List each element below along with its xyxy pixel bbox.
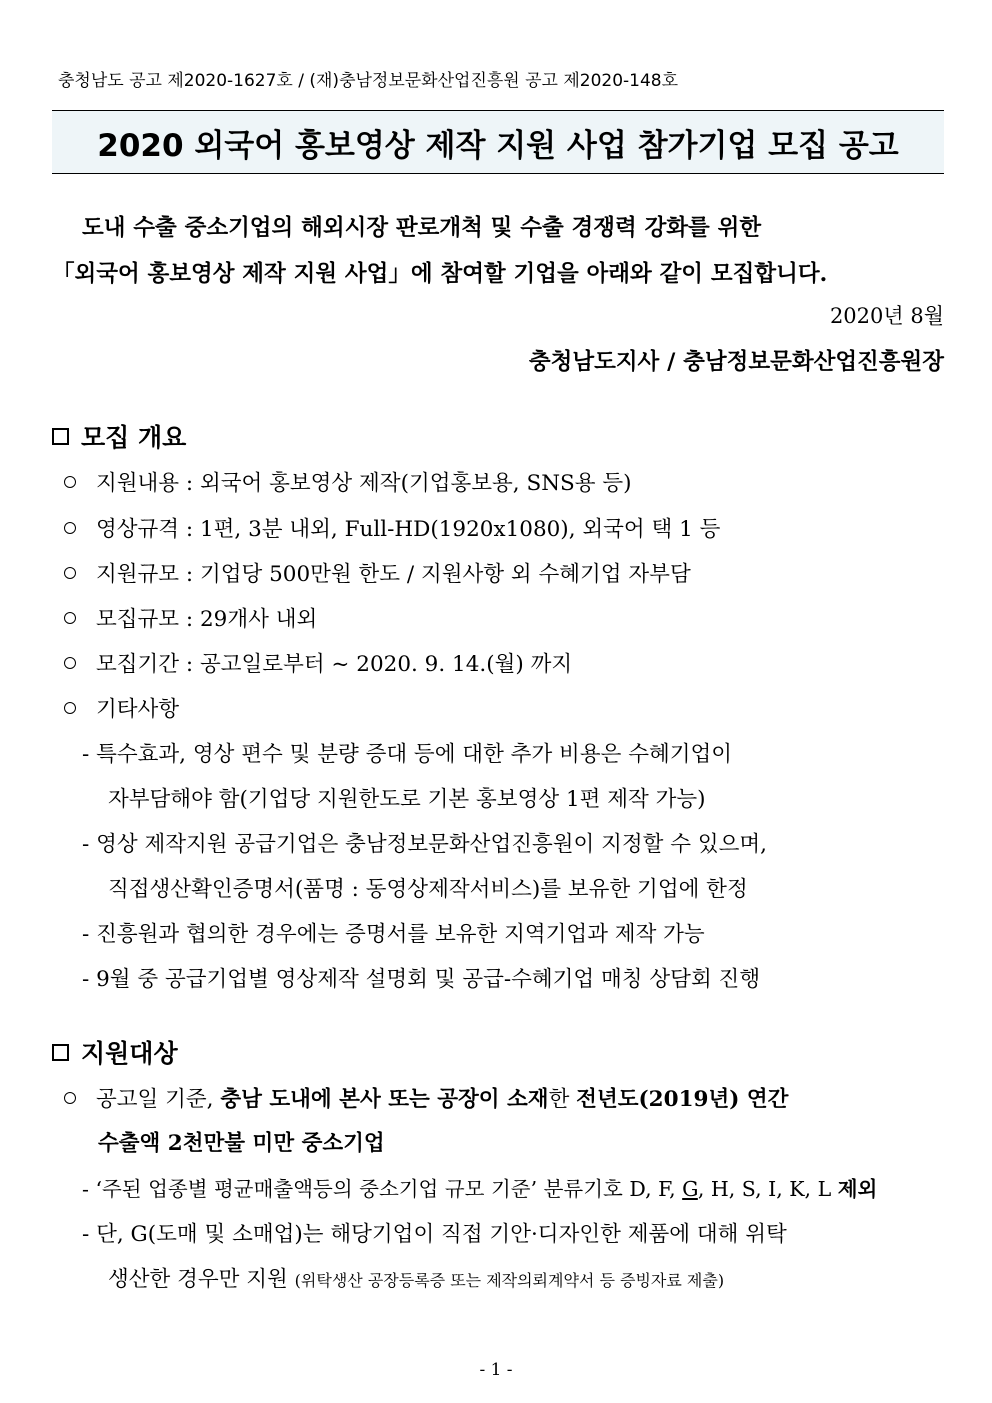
sub-item-continuation: 직접생산확인증명서(품명 : 동영상제작서비스)를 보유한 기업에 한정 — [108, 877, 748, 902]
list-item — [64, 602, 944, 633]
notice-number: 충청남도 공고 제2020-1627호 / (재)충남정보문화산업진흥원 공고 제2020-148호 — [58, 71, 679, 91]
sub-item: - 9월 중 공급기업별 영상제작 설명회 및 공급-수혜기업 매칭 상담회 진행 — [82, 967, 761, 992]
sub-item: - 특수효과, 영상 편수 및 분량 증대 등에 대한 추가 비용은 수혜기업이 — [82, 742, 733, 767]
square-bullet-icon — [52, 428, 69, 445]
page-title: 2020 외국어 홍보영상 제작 지원 사업 참가기업 모집 공고 — [97, 127, 899, 164]
eligibility-text — [96, 1082, 788, 1113]
eligibility-item — [64, 1082, 944, 1113]
circle-bullet-icon — [64, 522, 76, 534]
page-number: - 1 - — [479, 1360, 513, 1380]
exception-item: - 단, G(도매 및 소매업)는 해당기업이 직접 기안·디자인한 제품에 대해 위탁 — [82, 1222, 787, 1247]
title-box — [52, 110, 944, 174]
circle-bullet-icon — [64, 657, 76, 669]
circle-bullet-icon — [64, 612, 76, 624]
circle-bullet-icon — [64, 476, 76, 488]
list-item — [64, 647, 944, 678]
eligibility-text-part: 한 — [548, 1087, 577, 1112]
section-heading-overview — [52, 418, 186, 454]
square-bullet-icon — [52, 1044, 69, 1061]
exclusion-code-underlined: G — [682, 1177, 698, 1201]
list-item-text: 모집규모 : 29개사 내외 — [96, 607, 318, 632]
exclusion-text: - ‘주된 업종별 평균매출액등의 중소기업 규모 기준’ 분류기호 D, F, — [82, 1177, 683, 1201]
list-item-text: 모집기간 : 공고일로부터 ~ 2020. 9. 14.(월) 까지 — [96, 652, 573, 677]
section-heading-text: 지원대상 — [81, 1039, 178, 1068]
intro-line-1: 도내 수출 중소기업의 해외시장 판로개척 및 수출 경쟁력 강화를 위한 — [82, 215, 762, 241]
eligibility-text-bold: 충남 도내에 본사 또는 공장이 소재 — [220, 1087, 549, 1112]
list-item-text: 지원내용 : 외국어 홍보영상 제작(기업홍보용, SNS용 등) — [96, 471, 632, 496]
announcement-date: 2020년 8월 — [829, 304, 944, 328]
exclusion-item — [82, 1172, 944, 1202]
section-heading-eligibility — [52, 1034, 178, 1070]
exception-note: (위탁생산 공장등록증 또는 제작의뢰계약서 등 증빙자료 제출) — [294, 1271, 725, 1290]
sub-item: - 영상 제작지원 공급기업은 충남정보문화산업진흥원이 지정할 수 있으며, — [82, 832, 768, 857]
exception-continuation — [108, 1262, 944, 1293]
sub-item: - 진흥원과 협의한 경우에는 증명서를 보유한 지역기업과 제작 가능 — [82, 922, 705, 947]
list-item — [64, 512, 944, 543]
circle-bullet-icon — [64, 702, 76, 714]
list-item — [64, 692, 944, 723]
section-heading-text: 모집 개요 — [81, 423, 187, 452]
list-item — [64, 557, 944, 588]
issuer: 충청남도지사 / 충남정보문화산업진흥원장 — [528, 349, 944, 375]
intro-line-2: 「외국어 홍보영상 제작 지원 사업」에 참여할 기업을 아래와 같이 모집합니다. — [52, 261, 828, 287]
eligibility-text-continuation: 수출액 2천만불 미만 중소기업 — [98, 1131, 385, 1156]
list-item — [64, 466, 944, 497]
list-item-text: 영상규격 : 1편, 3분 내외, Full-HD(1920x1080), 외국어 택 1 등 — [96, 517, 721, 542]
exception-text: 생산한 경우만 지원 — [108, 1267, 288, 1292]
sub-item-continuation: 자부담해야 함(기업당 지원한도로 기본 홍보영상 1편 제작 가능) — [108, 787, 706, 812]
circle-bullet-icon — [64, 567, 76, 579]
eligibility-text-bold: 전년도(2019년) 연간 — [576, 1087, 789, 1112]
exclusion-label-bold: 제외 — [837, 1177, 878, 1201]
list-item-text: 지원규모 : 기업당 500만원 한도 / 지원사항 외 수혜기업 자부담 — [96, 562, 691, 587]
eligibility-text-part: 공고일 기준, — [96, 1087, 221, 1112]
exclusion-text: , H, S, I, K, L — [697, 1177, 838, 1201]
list-item-text: 기타사항 — [96, 697, 180, 722]
circle-bullet-icon — [64, 1092, 76, 1104]
